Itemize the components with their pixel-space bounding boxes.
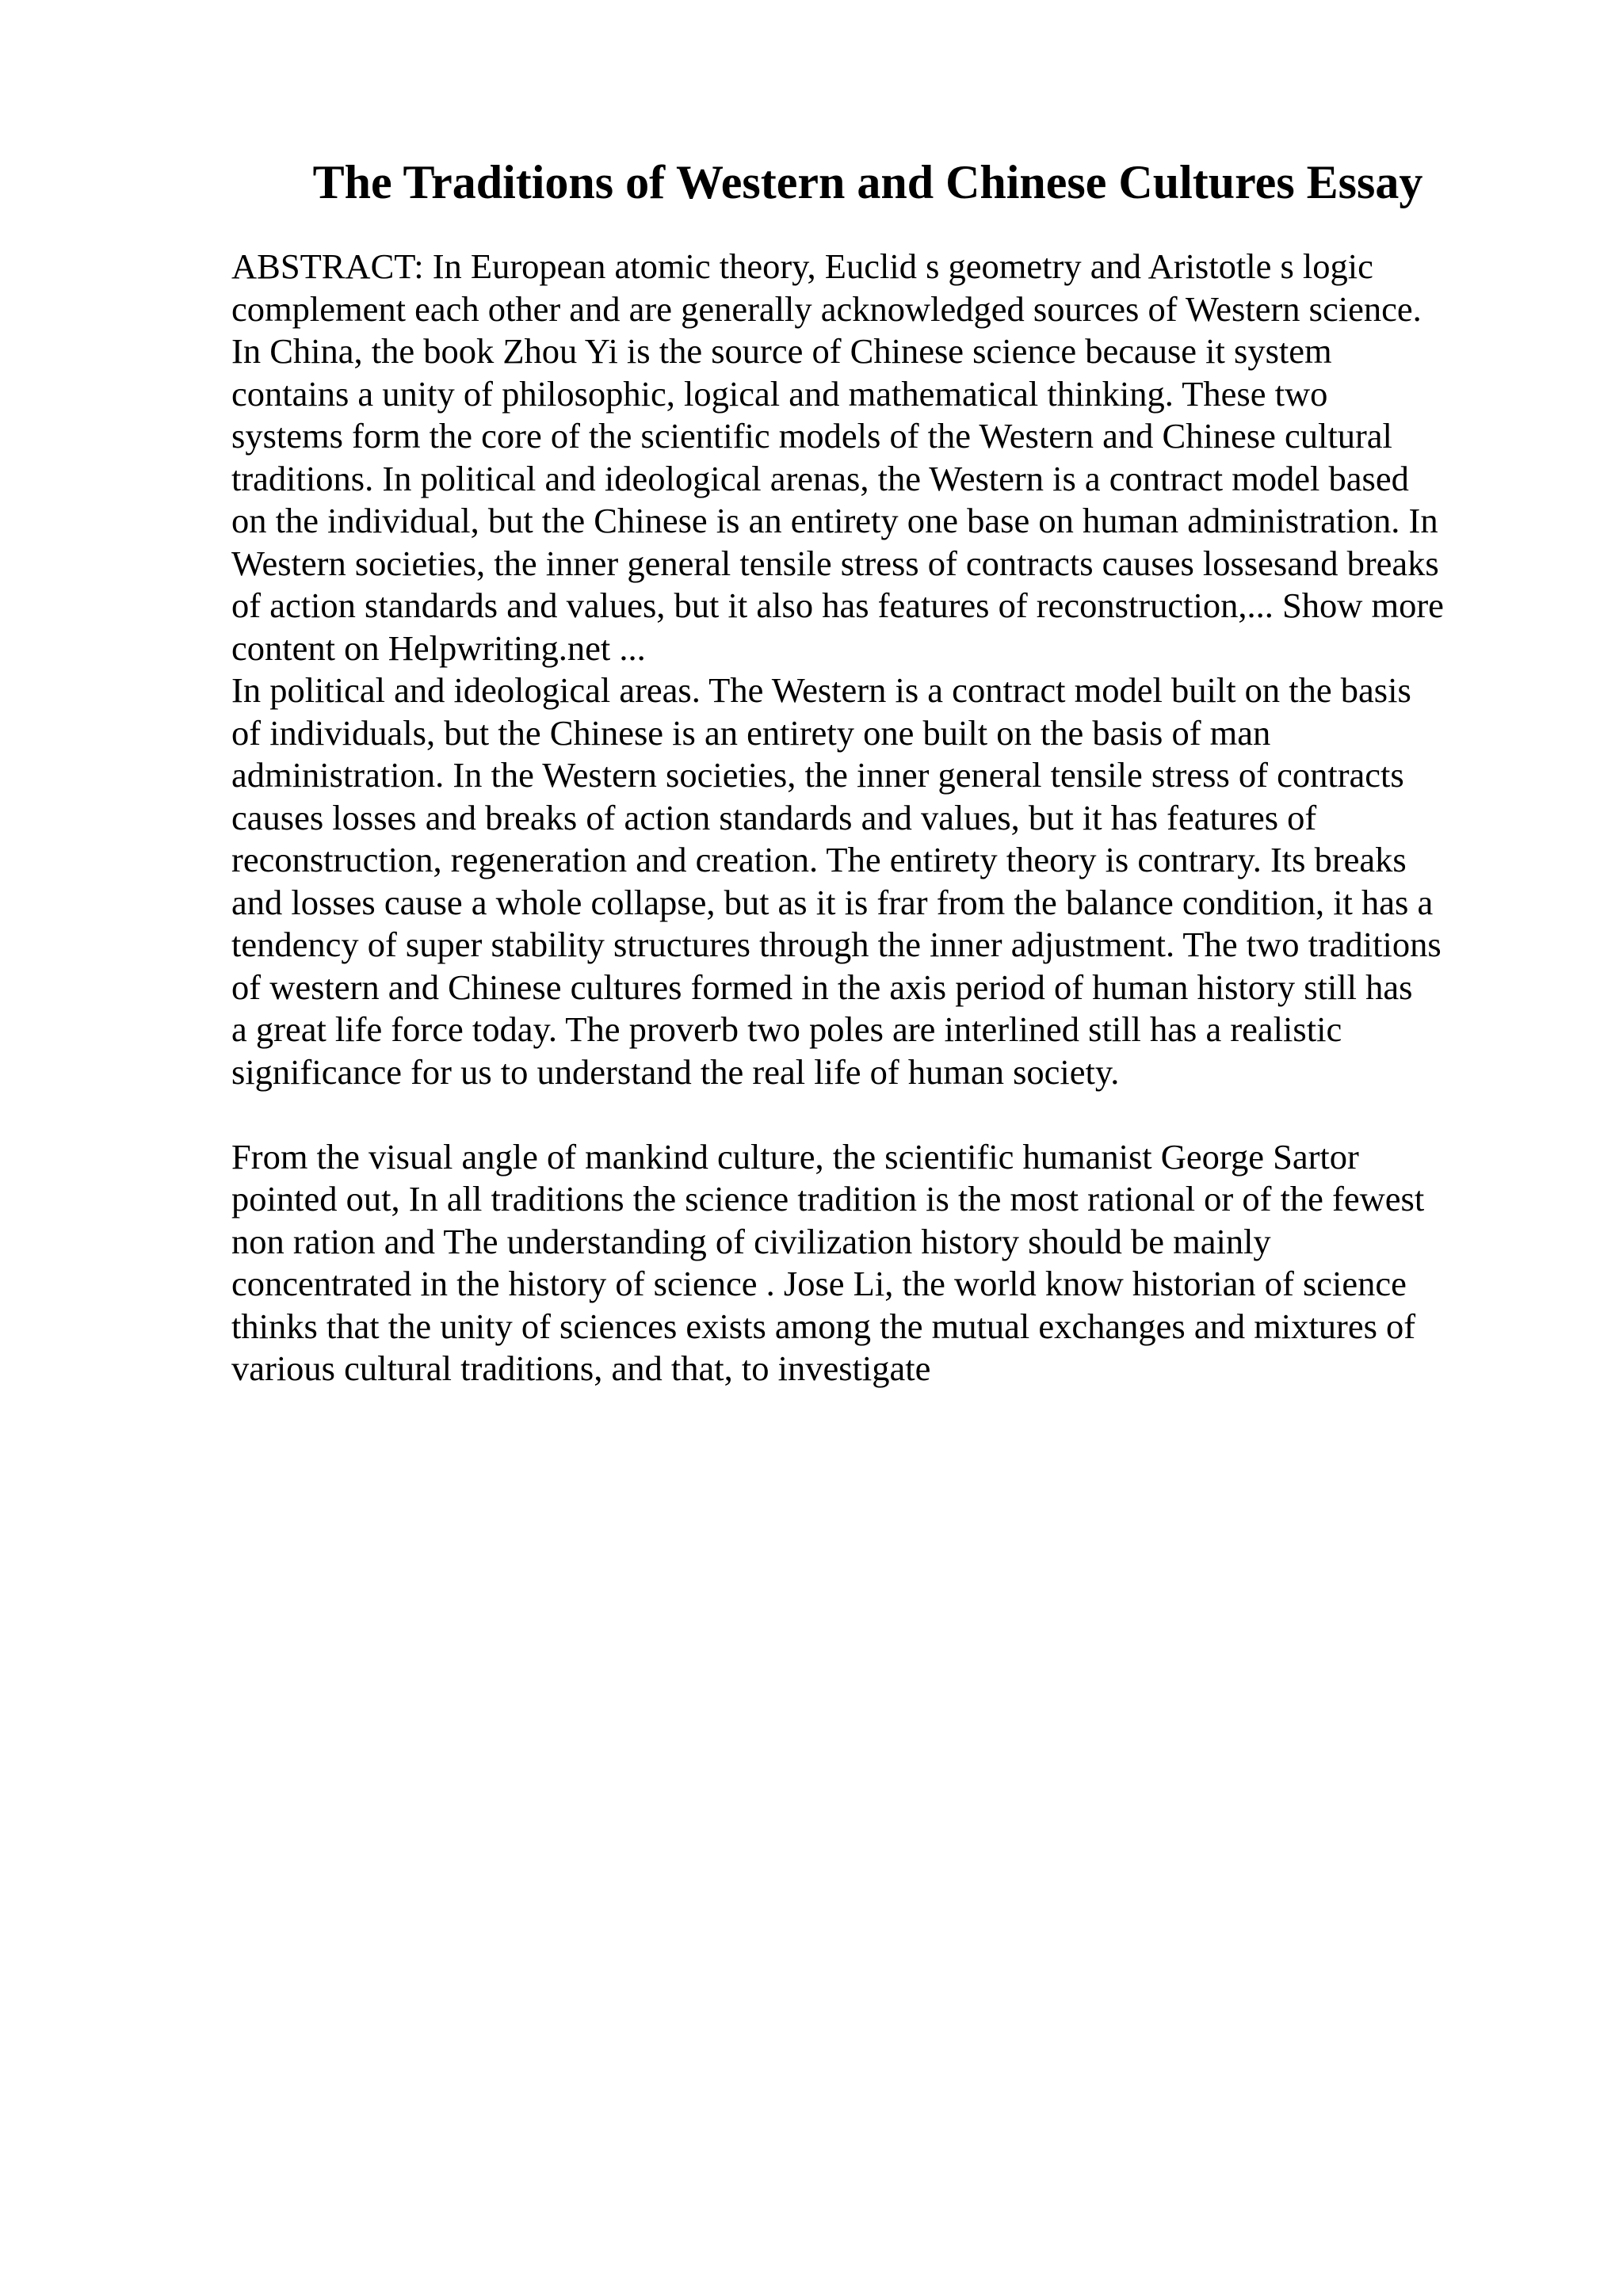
- text-line: of action standards and values, but it also has features of reconstruction,... Show more: [231, 585, 1444, 625]
- text-line: In China, the book Zhou Yi is the source of Chinese science because it system: [231, 331, 1332, 371]
- document-body: [231, 246, 1531, 1390]
- text-line: of western and Chinese cultures formed in the axis period of human history still has: [231, 967, 1413, 1007]
- text-line: Western societies, the inner general tensile stress of contracts causes lossesand breaks: [231, 543, 1439, 583]
- text-line: tendency of super stability structures through the inner adjustment. The two traditions: [231, 925, 1442, 964]
- text-line: traditions. In political and ideological arenas, the Western is a contract model based: [231, 458, 1409, 498]
- document-title: The Traditions of Western and Chinese Cultures Essay: [312, 156, 1423, 208]
- paragraph-abstract: [231, 246, 1531, 669]
- paragraph-political-ideological: [231, 669, 1531, 1093]
- text-line: pointed out, In all traditions the science tradition is the most rational or of the fewest: [231, 1179, 1425, 1219]
- text-line: ABSTRACT: In European atomic theory, Euclid s geometry and Aristotle s logic: [231, 246, 1373, 286]
- text-line: contains a unity of philosophic, logical and mathematical thinking. These two: [231, 373, 1328, 414]
- text-line: reconstruction, regeneration and creation. The entirety theory is contrary. Its breaks: [231, 840, 1407, 879]
- text-line: significance for us to understand the real life of human society.: [231, 1051, 1120, 1092]
- text-line: In political and ideological areas. The Western is a contract model built on the basis: [231, 670, 1411, 710]
- text-line: causes losses and breaks of action standards and values, but it has features of: [231, 797, 1317, 837]
- text-line: non ration and The understanding of civilization history should be mainly: [231, 1221, 1271, 1261]
- text-line: complement each other and are generally acknowledged sources of Western science.: [231, 288, 1422, 329]
- text-line: on the individual, but the Chinese is an entirety one base on human administration. In: [231, 501, 1438, 540]
- text-line: and losses cause a whole collapse, but as it is frar from the balance condition, it has a: [231, 882, 1434, 922]
- text-line: a great life force today. The proverb two poles are interlined still has a realistic: [231, 1009, 1342, 1049]
- text-line: administration. In the Western societies, the inner general tensile stress of contracts: [231, 755, 1404, 795]
- text-line: various cultural traditions, and that, to investigate: [231, 1348, 931, 1388]
- text-line: concentrated in the history of science . Jose Li, the world know historian of science: [231, 1264, 1407, 1303]
- text-line: systems form the core of the scientific models of the Western and Chinese cultural: [231, 416, 1392, 456]
- text-line: From the visual angle of mankind culture, the scientific humanist George Sartor: [231, 1136, 1359, 1177]
- paragraph-gap: [231, 1093, 1531, 1136]
- paragraph-visual-angle: [231, 1136, 1531, 1390]
- text-line: of individuals, but the Chinese is an entirety one built on the basis of man: [231, 712, 1271, 753]
- text-line: content on Helpwriting.net ...: [231, 627, 646, 668]
- text-line: thinks that the unity of sciences exists among the mutual exchanges and mixtures of: [231, 1306, 1416, 1346]
